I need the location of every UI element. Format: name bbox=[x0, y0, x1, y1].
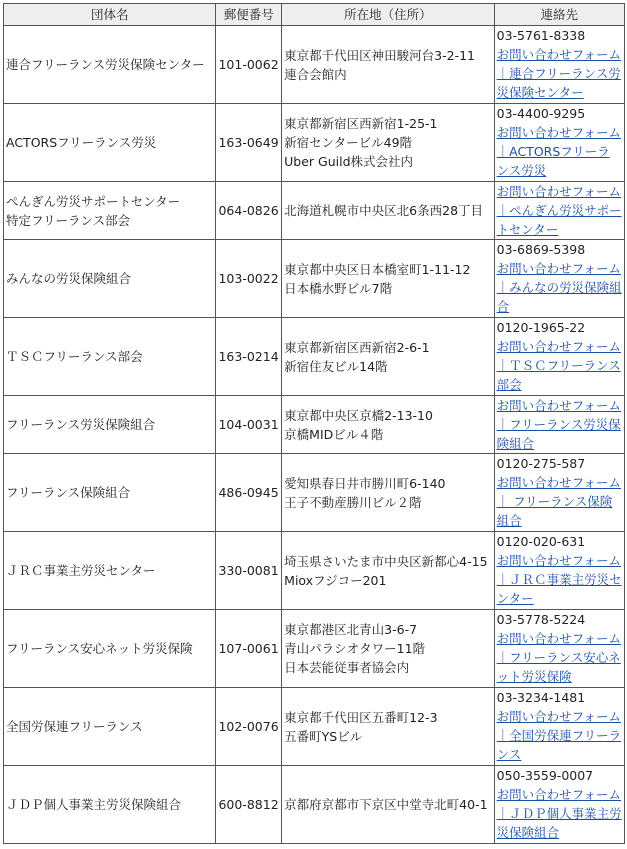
contact-cell bbox=[494, 26, 624, 104]
phone-number: 0120-275-587 bbox=[496, 456, 586, 471]
table-row bbox=[4, 532, 625, 610]
contact-cell bbox=[494, 396, 624, 454]
address-cell bbox=[282, 454, 494, 532]
address-cell bbox=[282, 396, 494, 454]
contact-cell bbox=[494, 318, 624, 396]
postal-code-cell: 064-0826 bbox=[216, 182, 282, 240]
address-line: 京橋MIDビル４階 bbox=[284, 426, 384, 442]
phone-number: 0120-1965-22 bbox=[496, 320, 586, 335]
postal-code-cell: 600-8812 bbox=[216, 766, 282, 844]
address-line: 東京都新宿区西新宿1-25-1 bbox=[284, 116, 438, 131]
contact-form-link[interactable]: お問い合わせフォーム｜フリーランス安心ネット労災保険 bbox=[496, 631, 622, 684]
organization-name: ＴＳＣフリーランス部会 bbox=[6, 349, 143, 364]
phone-number: 03-5778-5224 bbox=[496, 612, 586, 627]
table-row bbox=[4, 454, 625, 532]
header-contact: 連絡先 bbox=[494, 4, 624, 26]
address-cell bbox=[282, 318, 494, 396]
organization-name-cell bbox=[4, 240, 216, 318]
organization-name-cell bbox=[4, 454, 216, 532]
address-line: 東京都中央区日本橋室町1-11-12 bbox=[284, 261, 471, 277]
address-line: 日本橋水野ビル7階 bbox=[284, 280, 393, 296]
contact-form-link[interactable]: お問い合わせフォーム｜フリーランス労災保険組合 bbox=[496, 398, 622, 451]
table-row bbox=[4, 610, 625, 688]
address-line: 日本芸能従事者協会内 bbox=[284, 660, 410, 675]
address-line: 東京都新宿区西新宿2-6-1 bbox=[284, 339, 430, 355]
phone-number: 03-4400-9295 bbox=[496, 106, 586, 121]
organization-name: ＪＤＰ個人事業主労災保険組合 bbox=[6, 797, 182, 812]
address-line: 東京都千代田区五番町12-3 bbox=[284, 709, 438, 725]
address-line: 五番町YSビル bbox=[284, 728, 363, 744]
organization-name: ぺんぎん労災サポートセンター bbox=[6, 193, 181, 209]
table-row bbox=[4, 26, 625, 104]
table-row bbox=[4, 688, 625, 766]
contact-cell bbox=[494, 766, 624, 844]
organization-name-cell bbox=[4, 766, 216, 844]
address-line: 東京都港区北青山3-6-7 bbox=[284, 622, 418, 637]
organization-name-cell bbox=[4, 396, 216, 454]
table-row bbox=[4, 318, 625, 396]
organization-name-cell bbox=[4, 318, 216, 396]
organization-name: フリーランス安心ネット労災保険 bbox=[6, 641, 193, 656]
header-address: 所在地（住所） bbox=[282, 4, 494, 26]
contact-form-link[interactable]: お問い合わせフォーム｜ACTORSフリーランス労災 bbox=[496, 125, 622, 178]
address-line: 連合会館内 bbox=[284, 66, 347, 82]
address-line: 新宿センタービル49階 bbox=[284, 135, 413, 150]
contact-form-link[interactable]: お問い合わせフォーム｜ フリーランス保険組合 bbox=[496, 475, 622, 528]
address-cell bbox=[282, 610, 494, 688]
phone-number: 03-5761-8338 bbox=[496, 28, 586, 43]
address-line: Mioxフジコー201 bbox=[284, 572, 387, 588]
table-row bbox=[4, 766, 625, 844]
table-row bbox=[4, 240, 625, 318]
organization-name: 特定フリーランス部会 bbox=[6, 212, 131, 228]
address-cell bbox=[282, 766, 494, 844]
organization-name: フリーランス保険組合 bbox=[6, 485, 131, 500]
phone-number: 03-3234-1481 bbox=[496, 690, 586, 705]
organization-name: ACTORSフリーランス労災 bbox=[6, 135, 157, 150]
postal-code-cell: 163-0649 bbox=[216, 104, 282, 182]
phone-number: 050-3559-0007 bbox=[496, 768, 594, 783]
contact-form-link[interactable]: お問い合わせフォーム｜全国労保連フリーランス bbox=[496, 709, 622, 762]
postal-code-cell: 107-0061 bbox=[216, 610, 282, 688]
postal-code-cell: 163-0214 bbox=[216, 318, 282, 396]
table-body bbox=[4, 26, 625, 844]
table-row bbox=[4, 396, 625, 454]
organization-name: 連合フリーランス労災保険センター bbox=[6, 57, 205, 72]
contact-cell bbox=[494, 240, 624, 318]
contact-cell bbox=[494, 104, 624, 182]
organization-name-cell bbox=[4, 532, 216, 610]
header-organization-name: 団体名 bbox=[4, 4, 216, 26]
contact-form-link[interactable]: お問い合わせフォーム｜ＪＲＣ事業主労災センター bbox=[496, 553, 622, 606]
postal-code-cell: 330-0081 bbox=[216, 532, 282, 610]
address-line: Uber Guild株式会社内 bbox=[284, 154, 414, 169]
address-cell bbox=[282, 26, 494, 104]
header-postal-code: 郵便番号 bbox=[216, 4, 282, 26]
contact-cell bbox=[494, 532, 624, 610]
address-line: 北海道札幌市中央区北6条西28丁目 bbox=[284, 203, 484, 218]
organization-name: ＪＲＣ事業主労災センター bbox=[6, 563, 156, 578]
address-line: 東京都千代田区神田駿河台3-2-11 bbox=[284, 47, 475, 63]
organization-name-cell bbox=[4, 182, 216, 240]
contact-cell bbox=[494, 688, 624, 766]
table-header-row bbox=[4, 4, 625, 26]
address-line: 愛知県春日井市勝川町6-140 bbox=[284, 475, 446, 491]
organization-name-cell bbox=[4, 26, 216, 104]
contact-form-link[interactable]: お問い合わせフォーム｜みんなの労災保険組合 bbox=[496, 261, 622, 314]
phone-number: 03-6869-5398 bbox=[496, 242, 586, 257]
contact-cell bbox=[494, 454, 624, 532]
contact-form-link[interactable]: お問い合わせフォーム｜ぺんぎん労災サポートセンター bbox=[496, 184, 622, 237]
address-line: 京都府京都市下京区中堂寺北町40-1 bbox=[284, 797, 488, 812]
postal-code-cell: 101-0062 bbox=[216, 26, 282, 104]
address-line: 青山パラシオタワー11階 bbox=[284, 641, 426, 656]
organization-name: みんなの労災保険組合 bbox=[6, 271, 132, 286]
contact-cell bbox=[494, 610, 624, 688]
table-row bbox=[4, 104, 625, 182]
address-cell bbox=[282, 182, 494, 240]
address-line: 埼玉県さいたま市中央区新都心4-15 bbox=[284, 553, 488, 569]
address-cell bbox=[282, 688, 494, 766]
organization-name-cell bbox=[4, 688, 216, 766]
contact-form-link[interactable]: お問い合わせフォーム｜ＴＳＣフリーランス部会 bbox=[496, 339, 622, 392]
phone-number: 0120-020-631 bbox=[496, 534, 586, 549]
table-row bbox=[4, 182, 625, 240]
organization-name: フリーランス労災保険組合 bbox=[6, 417, 156, 432]
address-line: 新宿住友ビル14階 bbox=[284, 358, 388, 374]
contact-form-link[interactable]: お問い合わせフォーム｜連合フリーランス労災保険センター bbox=[496, 47, 622, 100]
postal-code-cell: 103-0022 bbox=[216, 240, 282, 318]
postal-code-cell: 102-0076 bbox=[216, 688, 282, 766]
postal-code-cell: 486-0945 bbox=[216, 454, 282, 532]
organization-name-cell bbox=[4, 104, 216, 182]
postal-code-cell: 104-0031 bbox=[216, 396, 282, 454]
address-line: 東京都中央区京橋2-13-10 bbox=[284, 407, 433, 423]
organization-table bbox=[3, 3, 625, 844]
contact-cell bbox=[494, 182, 624, 240]
address-cell bbox=[282, 532, 494, 610]
organization-name-cell bbox=[4, 610, 216, 688]
address-line: 王子不動産勝川ビル２階 bbox=[284, 494, 422, 510]
contact-form-link[interactable]: お問い合わせフォーム｜ＪＤＰ個人事業主労災保険組合 bbox=[496, 787, 622, 840]
address-cell bbox=[282, 240, 494, 318]
address-cell bbox=[282, 104, 494, 182]
organization-name: 全国労保連フリーランス bbox=[6, 719, 143, 734]
